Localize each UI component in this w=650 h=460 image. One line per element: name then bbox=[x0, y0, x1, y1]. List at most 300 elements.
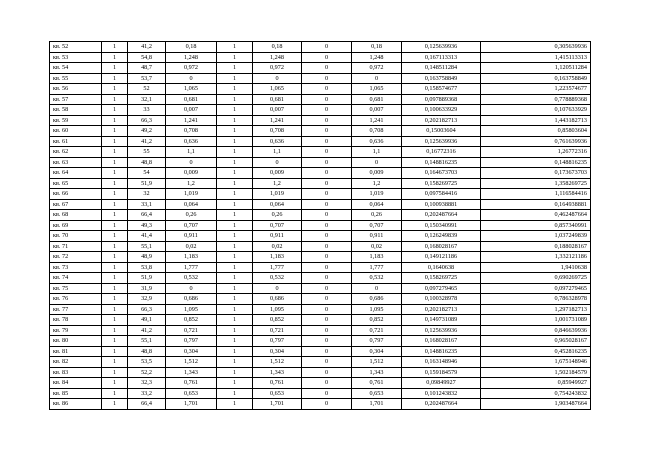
table-cell: 0,163758849 bbox=[481, 73, 591, 84]
table-cell: 0,690269725 bbox=[481, 273, 591, 284]
table-cell: 1 bbox=[217, 73, 253, 84]
table-row bbox=[50, 84, 591, 95]
table-cell: 1 bbox=[217, 273, 253, 284]
table-cell: 1 bbox=[217, 115, 253, 126]
table-row bbox=[50, 63, 591, 74]
table-cell: 1,777 bbox=[166, 262, 217, 273]
table-cell: 1,443182713 bbox=[481, 115, 591, 126]
table-cell: 0 bbox=[302, 241, 352, 252]
table-cell: 0,02 bbox=[253, 241, 302, 252]
table-cell: 1,1 bbox=[253, 147, 302, 158]
table-cell: 0,797 bbox=[352, 336, 402, 347]
table-cell: 0,761639936 bbox=[481, 136, 591, 147]
table-cell: 0,202182713 bbox=[402, 304, 481, 315]
table-cell: 1 bbox=[217, 315, 253, 326]
table-cell: 1,358269725 bbox=[481, 178, 591, 189]
apartment-label-cell: кв. 82 bbox=[50, 357, 102, 368]
table-cell: 48,7 bbox=[128, 63, 166, 74]
table-cell: 1 bbox=[217, 357, 253, 368]
table-cell: 0,721 bbox=[166, 325, 217, 336]
table-cell: 1 bbox=[102, 378, 128, 389]
table-cell: 0,686 bbox=[166, 294, 217, 305]
table-cell: 0 bbox=[302, 126, 352, 137]
apartment-label-cell: кв. 75 bbox=[50, 283, 102, 294]
table-cell: 1 bbox=[102, 273, 128, 284]
table-cell: 1,095 bbox=[166, 304, 217, 315]
table-cell: 1,2 bbox=[253, 178, 302, 189]
table-cell: 0,007 bbox=[352, 105, 402, 116]
table-cell: 0,163148946 bbox=[402, 357, 481, 368]
table-cell: 0,02 bbox=[166, 241, 217, 252]
table-row bbox=[50, 262, 591, 273]
table-cell: 0,150340991 bbox=[402, 220, 481, 231]
table-cell: 1 bbox=[217, 105, 253, 116]
table-cell: 0,304 bbox=[352, 346, 402, 357]
table-cell: 1,2 bbox=[166, 178, 217, 189]
table-cell: 33,1 bbox=[128, 199, 166, 210]
table-cell: 1 bbox=[217, 346, 253, 357]
table-cell: 0 bbox=[302, 357, 352, 368]
table-row bbox=[50, 220, 591, 231]
table-cell: 66,4 bbox=[128, 399, 166, 410]
table-cell: 0,681 bbox=[253, 94, 302, 105]
table-cell: 0,064 bbox=[253, 199, 302, 210]
table-cell: 0,532 bbox=[253, 273, 302, 284]
table-cell: 1 bbox=[102, 241, 128, 252]
table-cell: 0,721 bbox=[253, 325, 302, 336]
table-cell: 0 bbox=[302, 304, 352, 315]
table-cell: 0,708 bbox=[166, 126, 217, 137]
apartment-label-cell: кв. 67 bbox=[50, 199, 102, 210]
table-cell: 1,248 bbox=[352, 52, 402, 63]
table-cell: 53,8 bbox=[128, 262, 166, 273]
table-cell: 1 bbox=[217, 178, 253, 189]
table-cell: 1,183 bbox=[253, 252, 302, 263]
table-row bbox=[50, 336, 591, 347]
table-cell: 0 bbox=[302, 262, 352, 273]
table-cell: 1 bbox=[217, 94, 253, 105]
table-cell: 1 bbox=[102, 42, 128, 53]
table-cell: 0,16772316 bbox=[402, 147, 481, 158]
table-cell: 1 bbox=[102, 157, 128, 168]
table-cell: 49,1 bbox=[128, 315, 166, 326]
apartment-label-cell: кв. 62 bbox=[50, 147, 102, 158]
table-cell: 0,26 bbox=[166, 210, 217, 221]
apartment-label-cell: кв. 72 bbox=[50, 252, 102, 263]
table-cell: 0 bbox=[302, 157, 352, 168]
table-cell: 0,911 bbox=[352, 231, 402, 242]
table-cell: 1 bbox=[217, 63, 253, 74]
table-cell: 1 bbox=[102, 231, 128, 242]
table-row bbox=[50, 42, 591, 53]
table-cell: 0,686 bbox=[352, 294, 402, 305]
table-cell: 1 bbox=[217, 336, 253, 347]
table-cell: 0,965028167 bbox=[481, 336, 591, 347]
table-cell: 53,5 bbox=[128, 357, 166, 368]
table-cell: 1,512 bbox=[352, 357, 402, 368]
table-cell: 1,1 bbox=[166, 147, 217, 158]
table-cell: 0,159184579 bbox=[402, 367, 481, 378]
table-cell: 0,532 bbox=[352, 273, 402, 284]
table-row bbox=[50, 105, 591, 116]
table-cell: 1 bbox=[102, 105, 128, 116]
table-row bbox=[50, 168, 591, 179]
table-cell: 0,846639936 bbox=[481, 325, 591, 336]
table-cell: 0,797 bbox=[166, 336, 217, 347]
table-cell: 0,163758849 bbox=[402, 73, 481, 84]
table-cell: 1,343 bbox=[352, 367, 402, 378]
apartment-label-cell: кв. 61 bbox=[50, 136, 102, 147]
table-row bbox=[50, 367, 591, 378]
table-cell: 1 bbox=[102, 115, 128, 126]
table-cell: 1,777 bbox=[253, 262, 302, 273]
table-cell: 0 bbox=[302, 52, 352, 63]
apartment-label-cell: кв. 84 bbox=[50, 378, 102, 389]
table-cell: 1,415113313 bbox=[481, 52, 591, 63]
apartment-label-cell: кв. 60 bbox=[50, 126, 102, 137]
table-cell: 1,019 bbox=[166, 189, 217, 200]
table-cell: 1 bbox=[217, 199, 253, 210]
table-cell: 0,911 bbox=[166, 231, 217, 242]
table-cell: 0 bbox=[302, 84, 352, 95]
table-cell: 49,3 bbox=[128, 220, 166, 231]
table-cell: 0,009 bbox=[166, 168, 217, 179]
apartment-label-cell: кв. 83 bbox=[50, 367, 102, 378]
table-cell: 0,708 bbox=[253, 126, 302, 137]
table-cell: 0 bbox=[302, 210, 352, 221]
table-cell: 32,3 bbox=[128, 378, 166, 389]
table-cell: 52 bbox=[128, 84, 166, 95]
table-cell: 0,173673703 bbox=[481, 168, 591, 179]
table-cell: 0,707 bbox=[166, 220, 217, 231]
apartment-label-cell: кв. 59 bbox=[50, 115, 102, 126]
apartment-label-cell: кв. 54 bbox=[50, 63, 102, 74]
table-cell: 0,100938881 bbox=[402, 199, 481, 210]
table-cell: 0 bbox=[302, 315, 352, 326]
table-cell: 41,2 bbox=[128, 325, 166, 336]
table-cell: 0,761 bbox=[253, 378, 302, 389]
table-cell: 0,778889368 bbox=[481, 94, 591, 105]
table-cell: 0 bbox=[166, 73, 217, 84]
table-cell: 0,85949927 bbox=[481, 378, 591, 389]
table-cell: 0,164673703 bbox=[402, 168, 481, 179]
table-cell: 0 bbox=[302, 199, 352, 210]
table-cell: 1,019 bbox=[253, 189, 302, 200]
apartment-label-cell: кв. 52 bbox=[50, 42, 102, 53]
table-cell: 0,15003604 bbox=[402, 126, 481, 137]
table-cell: 0 bbox=[302, 73, 352, 84]
table-cell: 1,248 bbox=[166, 52, 217, 63]
table-cell: 0,304 bbox=[253, 346, 302, 357]
table-cell: 0,857340991 bbox=[481, 220, 591, 231]
table-cell: 0 bbox=[302, 294, 352, 305]
table-cell: 1 bbox=[217, 220, 253, 231]
table-cell: 0 bbox=[302, 336, 352, 347]
table-cell: 0,708 bbox=[352, 126, 402, 137]
table-cell: 0,202182713 bbox=[402, 115, 481, 126]
table-cell: 1 bbox=[217, 126, 253, 137]
table-cell: 0,064 bbox=[352, 199, 402, 210]
table-cell: 0,786328978 bbox=[481, 294, 591, 305]
table-row bbox=[50, 304, 591, 315]
table-cell: 0,653 bbox=[166, 388, 217, 399]
apartment-label-cell: кв. 65 bbox=[50, 178, 102, 189]
table-cell: 0,097279465 bbox=[402, 283, 481, 294]
table-cell: 1,1 bbox=[352, 147, 402, 158]
table-row bbox=[50, 241, 591, 252]
table-cell: 0,636 bbox=[166, 136, 217, 147]
table-cell: 1,701 bbox=[352, 399, 402, 410]
table-row bbox=[50, 115, 591, 126]
table-cell: 0 bbox=[302, 94, 352, 105]
table-cell: 0,097584416 bbox=[402, 189, 481, 200]
apartment-label-cell: кв. 77 bbox=[50, 304, 102, 315]
table-cell: 0,653 bbox=[352, 388, 402, 399]
table-cell: 0 bbox=[253, 157, 302, 168]
table-cell: 0,100328978 bbox=[402, 294, 481, 305]
table-row bbox=[50, 52, 591, 63]
table-cell: 1,065 bbox=[166, 84, 217, 95]
table-cell: 0,681 bbox=[166, 94, 217, 105]
table-cell: 0 bbox=[253, 73, 302, 84]
table-cell: 1 bbox=[102, 336, 128, 347]
table-cell: 0 bbox=[302, 252, 352, 263]
table-cell: 0,148816235 bbox=[402, 346, 481, 357]
table-cell: 1 bbox=[102, 210, 128, 221]
table-row bbox=[50, 73, 591, 84]
table-cell: 48,9 bbox=[128, 252, 166, 263]
table-cell: 1 bbox=[217, 399, 253, 410]
table-cell: 0,148816235 bbox=[481, 157, 591, 168]
table-cell: 0,852 bbox=[253, 315, 302, 326]
table-cell: 0,636 bbox=[352, 136, 402, 147]
table-row bbox=[50, 378, 591, 389]
table-cell: 53,7 bbox=[128, 73, 166, 84]
table-cell: 41,2 bbox=[128, 136, 166, 147]
apartment-label-cell: кв. 68 bbox=[50, 210, 102, 221]
table-cell: 55,1 bbox=[128, 241, 166, 252]
table-row bbox=[50, 210, 591, 221]
table-cell: 0 bbox=[302, 105, 352, 116]
table-cell: 0 bbox=[302, 231, 352, 242]
table-cell: 1 bbox=[217, 147, 253, 158]
table-cell: 1 bbox=[102, 147, 128, 158]
table-row bbox=[50, 252, 591, 263]
table-cell: 1 bbox=[102, 357, 128, 368]
table-cell: 1,675148946 bbox=[481, 357, 591, 368]
table-cell: 0,100633929 bbox=[402, 105, 481, 116]
apartment-label-cell: кв. 85 bbox=[50, 388, 102, 399]
table-cell: 1 bbox=[102, 399, 128, 410]
table-cell: 0,167113313 bbox=[402, 52, 481, 63]
table-cell: 0,852 bbox=[352, 315, 402, 326]
apartment-label-cell: кв. 78 bbox=[50, 315, 102, 326]
table-cell: 0 bbox=[352, 157, 402, 168]
table-cell: 0,452816235 bbox=[481, 346, 591, 357]
table-cell: 1 bbox=[217, 157, 253, 168]
table-cell: 48,8 bbox=[128, 157, 166, 168]
table-cell: 1 bbox=[217, 325, 253, 336]
table-cell: 1 bbox=[217, 189, 253, 200]
table-cell: 0,18 bbox=[352, 42, 402, 53]
table-cell: 32 bbox=[128, 189, 166, 200]
table-cell: 1 bbox=[102, 84, 128, 95]
table-cell: 1 bbox=[217, 367, 253, 378]
table-cell: 33 bbox=[128, 105, 166, 116]
table-cell: 0,797 bbox=[253, 336, 302, 347]
table-cell: 0,107633929 bbox=[481, 105, 591, 116]
table-cell: 1 bbox=[217, 42, 253, 53]
table-cell: 33,2 bbox=[128, 388, 166, 399]
table-cell: 1 bbox=[102, 294, 128, 305]
table-cell: 0 bbox=[302, 136, 352, 147]
table-cell: 0,532 bbox=[166, 273, 217, 284]
table-cell: 0,26 bbox=[253, 210, 302, 221]
table-cell: 0,18 bbox=[253, 42, 302, 53]
table-cell: 0,02 bbox=[352, 241, 402, 252]
table-cell: 1,223574677 bbox=[481, 84, 591, 95]
table-cell: 0,761 bbox=[166, 378, 217, 389]
apartment-label-cell: кв. 76 bbox=[50, 294, 102, 305]
table-cell: 1 bbox=[102, 346, 128, 357]
table-row bbox=[50, 136, 591, 147]
table-cell: 55,1 bbox=[128, 336, 166, 347]
table-cell: 66,3 bbox=[128, 115, 166, 126]
table-cell: 0,972 bbox=[253, 63, 302, 74]
table-cell: 0,707 bbox=[352, 220, 402, 231]
table-cell: 1,512 bbox=[166, 357, 217, 368]
table-cell: 51,9 bbox=[128, 273, 166, 284]
table-cell: 1 bbox=[217, 294, 253, 305]
table-cell: 0 bbox=[166, 157, 217, 168]
table-cell: 0 bbox=[253, 283, 302, 294]
table-cell: 0 bbox=[166, 283, 217, 294]
table-cell: 0,097279465 bbox=[481, 283, 591, 294]
table-cell: 0,686 bbox=[253, 294, 302, 305]
table-cell: 1,701 bbox=[166, 399, 217, 410]
table-cell: 0,097889368 bbox=[402, 94, 481, 105]
table-cell: 0 bbox=[302, 273, 352, 284]
table-cell: 1,2 bbox=[352, 178, 402, 189]
table-cell: 1 bbox=[102, 388, 128, 399]
table-cell: 1,241 bbox=[352, 115, 402, 126]
table-cell: 1 bbox=[102, 367, 128, 378]
apartment-label-cell: кв. 81 bbox=[50, 346, 102, 357]
table-cell: 1,120511284 bbox=[481, 63, 591, 74]
table-cell: 1 bbox=[102, 304, 128, 315]
table-cell: 1 bbox=[102, 220, 128, 231]
table-cell: 1 bbox=[217, 378, 253, 389]
table-cell: 0,653 bbox=[253, 388, 302, 399]
table-cell: 48,8 bbox=[128, 346, 166, 357]
table-cell: 0 bbox=[302, 325, 352, 336]
table-cell: 0,761 bbox=[352, 378, 402, 389]
table-cell: 0,009 bbox=[352, 168, 402, 179]
table-cell: 1 bbox=[217, 283, 253, 294]
table-cell: 0,202487664 bbox=[402, 399, 481, 410]
table-cell: 0,188028167 bbox=[481, 241, 591, 252]
table-cell: 1,502184579 bbox=[481, 367, 591, 378]
table-cell: 1,903487664 bbox=[481, 399, 591, 410]
table-cell: 1,037249839 bbox=[481, 231, 591, 242]
table-cell: 1 bbox=[217, 388, 253, 399]
table-row bbox=[50, 147, 591, 158]
table-cell: 0,101243832 bbox=[402, 388, 481, 399]
table-cell: 0,911 bbox=[253, 231, 302, 242]
table-cell: 0,972 bbox=[352, 63, 402, 74]
apartment-label-cell: кв. 64 bbox=[50, 168, 102, 179]
table-cell: 0,126249839 bbox=[402, 231, 481, 242]
table-cell: 0,125639936 bbox=[402, 136, 481, 147]
table-cell: 0 bbox=[302, 189, 352, 200]
table-cell: 52,2 bbox=[128, 367, 166, 378]
table-cell: 1 bbox=[102, 199, 128, 210]
table-cell: 0 bbox=[302, 168, 352, 179]
table-cell: 1 bbox=[217, 231, 253, 242]
table-cell: 1 bbox=[102, 315, 128, 326]
table-cell: 1 bbox=[217, 304, 253, 315]
table-row bbox=[50, 294, 591, 305]
table-cell: 0,681 bbox=[352, 94, 402, 105]
table-row bbox=[50, 273, 591, 284]
apartment-label-cell: кв. 70 bbox=[50, 231, 102, 242]
apartment-label-cell: кв. 53 bbox=[50, 52, 102, 63]
table-cell: 1 bbox=[102, 63, 128, 74]
table-body bbox=[50, 42, 591, 410]
apartment-label-cell: кв. 58 bbox=[50, 105, 102, 116]
table-cell: 0 bbox=[302, 388, 352, 399]
apartment-label-cell: кв. 86 bbox=[50, 399, 102, 410]
table-cell: 0,202487664 bbox=[402, 210, 481, 221]
apartment-label-cell: кв. 55 bbox=[50, 73, 102, 84]
table-cell: 0,1640638 bbox=[402, 262, 481, 273]
table-cell: 1 bbox=[102, 168, 128, 179]
table-cell: 0,636 bbox=[253, 136, 302, 147]
table-cell: 1 bbox=[102, 73, 128, 84]
table-cell: 41,2 bbox=[128, 42, 166, 53]
table-cell: 1 bbox=[217, 252, 253, 263]
table-cell: 55 bbox=[128, 147, 166, 158]
table-cell: 1 bbox=[217, 262, 253, 273]
table-cell: 0,972 bbox=[166, 63, 217, 74]
table-cell: 1 bbox=[217, 136, 253, 147]
table-row bbox=[50, 189, 591, 200]
table-row bbox=[50, 325, 591, 336]
table-cell: 0,26 bbox=[352, 210, 402, 221]
table-cell: 66,3 bbox=[128, 304, 166, 315]
table-cell: 1 bbox=[102, 283, 128, 294]
table-row bbox=[50, 283, 591, 294]
table-cell: 0 bbox=[302, 63, 352, 74]
table-cell: 1,512 bbox=[253, 357, 302, 368]
table-cell: 1,241 bbox=[166, 115, 217, 126]
table-cell: 0 bbox=[302, 367, 352, 378]
table-cell: 0,09849927 bbox=[402, 378, 481, 389]
table-cell: 1 bbox=[102, 189, 128, 200]
table-cell: 1 bbox=[102, 252, 128, 263]
table-cell: 0,707 bbox=[253, 220, 302, 231]
table-row bbox=[50, 94, 591, 105]
apartment-label-cell: кв. 79 bbox=[50, 325, 102, 336]
table-cell: 1,248 bbox=[253, 52, 302, 63]
table-cell: 0 bbox=[302, 399, 352, 410]
table-cell: 1,001731089 bbox=[481, 315, 591, 326]
apartment-label-cell: кв. 56 bbox=[50, 84, 102, 95]
apartment-table bbox=[49, 41, 591, 410]
table-cell: 0,852 bbox=[166, 315, 217, 326]
table-cell: 0,125639936 bbox=[402, 325, 481, 336]
table-cell: 0,158269725 bbox=[402, 273, 481, 284]
